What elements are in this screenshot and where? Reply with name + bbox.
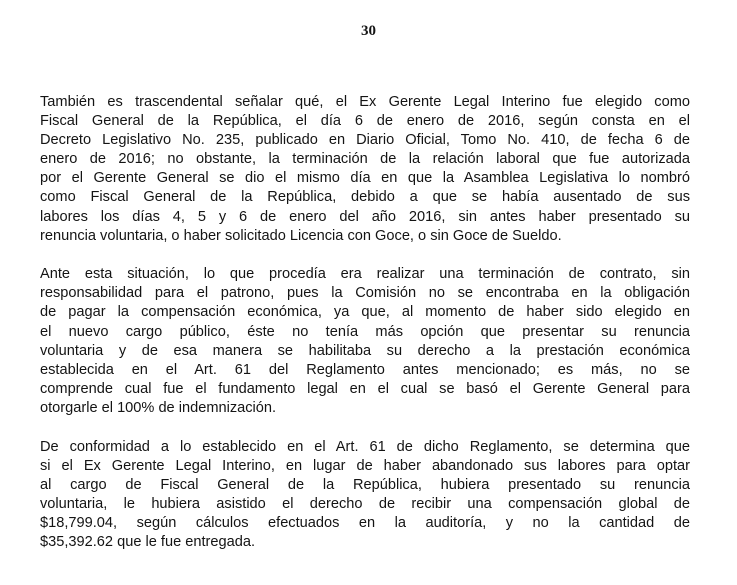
paragraph-line: comprende cual fue el fundamento legal en el cual se basó el Gerente General para xyxy=(40,380,690,397)
paragraph-line: $18,799.04, según cálculos efectuados en la auditoría, y no la cantidad de xyxy=(40,514,690,531)
paragraph-2 xyxy=(40,265,690,418)
paragraph-line: voluntaria, le hubiera asistido el derecho de recibir una compensación global de xyxy=(40,495,690,512)
paragraph-line: Fiscal General de la República, el día 6 de enero de 2016, según consta en el xyxy=(40,113,690,130)
paragraph-line: Ante esta situación, lo que procedía era realizar una terminación de contrato, sin xyxy=(40,266,690,283)
paragraph-line: al cargo de Fiscal General de la República, hubiera presentado su renuncia xyxy=(40,476,690,493)
paragraph-line: establecida en el Art. 61 del Reglamento antes mencionado; es más, no se xyxy=(40,361,690,378)
paragraph-3 xyxy=(40,438,690,553)
document-body xyxy=(40,93,690,572)
paragraph-line: voluntaria y de esa manera se habilitaba su derecho a la prestación económica xyxy=(40,342,690,359)
paragraph-line: responsabilidad para el patrono, pues la Comisión no se encontraba en la obligación xyxy=(40,285,690,302)
paragraph-line: si el Ex Gerente Legal Interino, en lugar de haber abandonado sus labores para optar xyxy=(40,457,690,474)
paragraph-line: $35,392.62 que le fue entregada. xyxy=(40,533,256,550)
paragraph-1 xyxy=(40,93,690,246)
paragraph-line: otorgarle el 100% de indemnización. xyxy=(40,399,277,416)
paragraph-line: De conformidad a lo establecido en el Art. 61 de dicho Reglamento, se determina que xyxy=(40,438,690,455)
page-number: 30 xyxy=(361,23,376,39)
paragraph-line: de pagar la compensación económica, ya que, al momento de haber sido elegido en xyxy=(40,304,690,321)
paragraph-line: como Fiscal General de la República, debido a que se había ausentado de sus xyxy=(40,189,690,206)
paragraph-line: También es trascendental señalar qué, el Ex Gerente Legal Interino fue elegido como xyxy=(40,94,690,110)
paragraph-line: el nuevo cargo público, éste no tenía más opción que presentar su renuncia xyxy=(40,323,690,340)
paragraph-line: labores los días 4, 5 y 6 de enero del año 2016, sin antes haber presentado su xyxy=(40,208,690,225)
paragraph-line: Decreto Legislativo No. 235, publicado en Diario Oficial, Tomo No. 410, de fecha 6 de xyxy=(40,132,690,149)
paragraph-line: renuncia voluntaria, o haber solicitado Licencia con Goce, o sin Goce de Sueldo. xyxy=(40,227,562,244)
paragraph-line: enero de 2016; no obstante, la terminación de la relación laboral que fue autorizada xyxy=(40,151,690,168)
paragraph-line: por el Gerente General se dio el mismo día en que la Asamblea Legislativa lo nombró xyxy=(40,170,690,187)
